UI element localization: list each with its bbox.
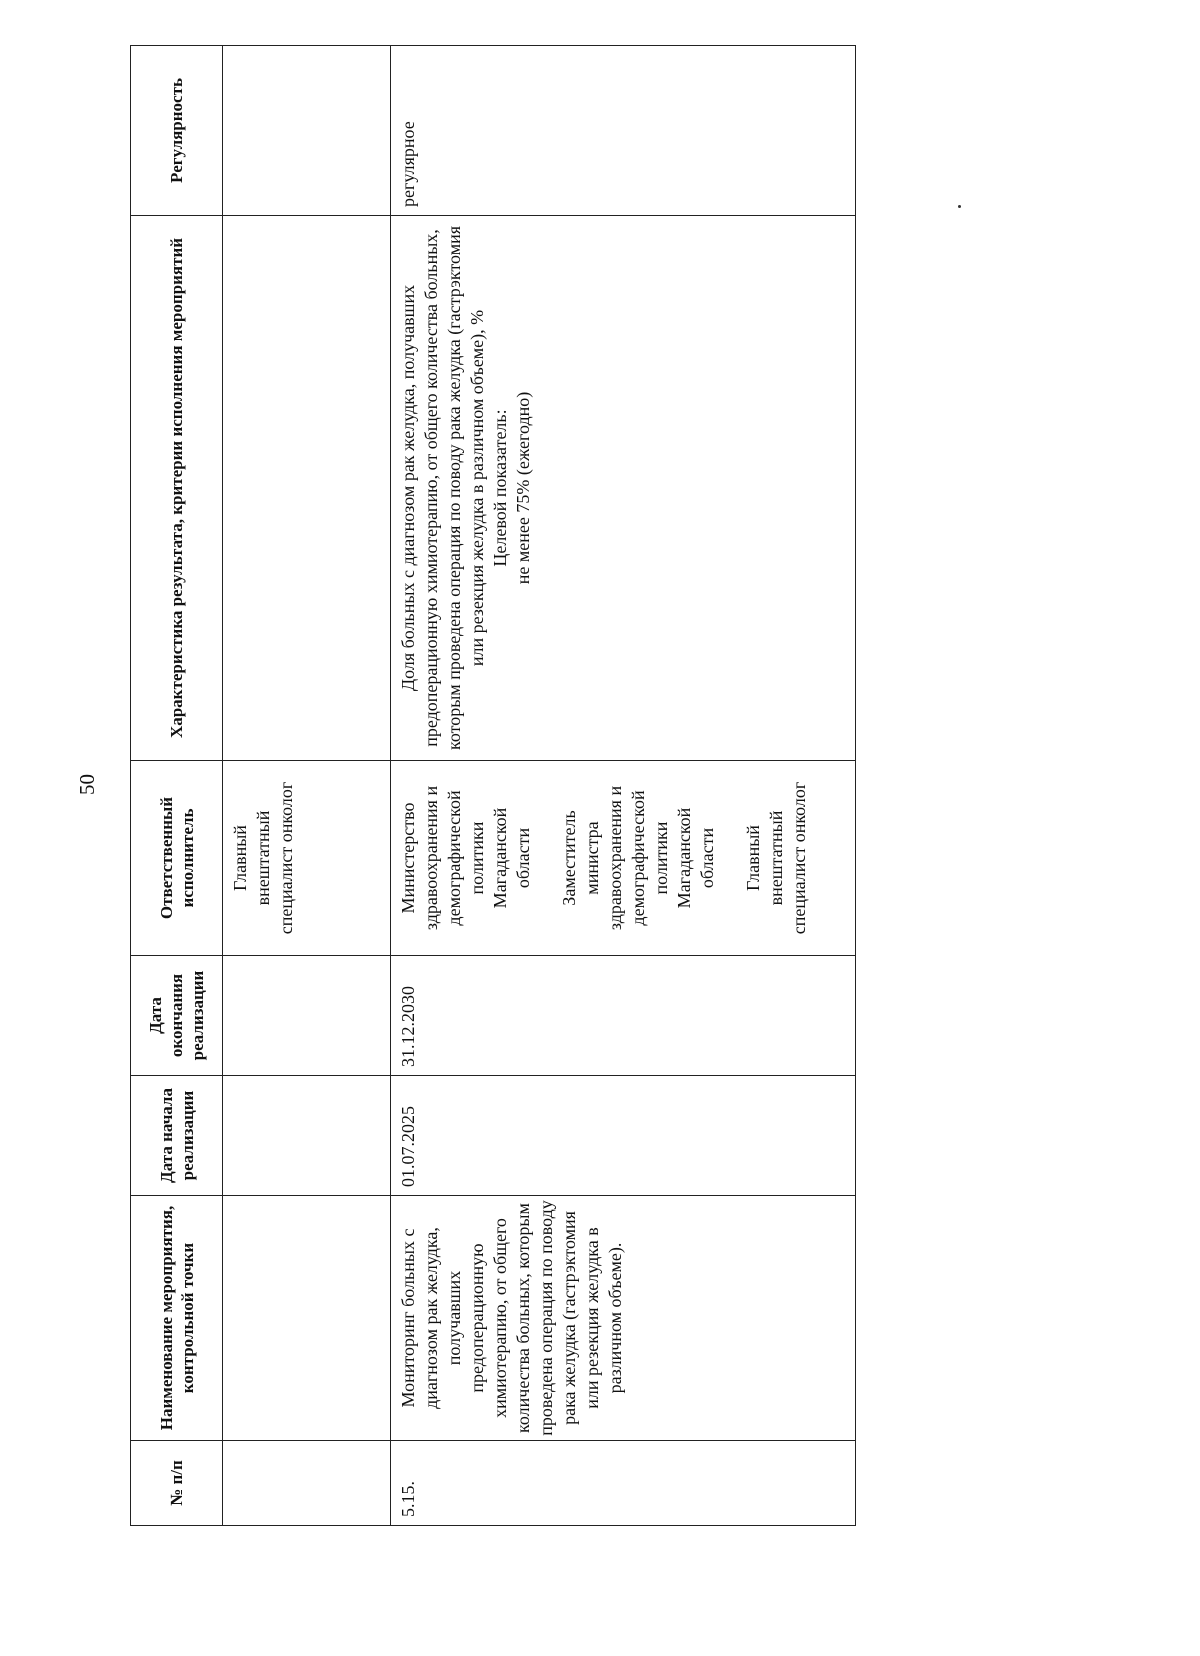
cell-row-num: 5.15. [391, 1441, 856, 1526]
cell-regularity: регулярное [391, 46, 856, 216]
cell-activity-name: Мониторинг больных с диагнозом рак желудка, получавших предоперационную химиотерапию, от общего количества больных, которым проведена операция по поводу рака желудка (гастрэктомия или резекция желудка в различном объеме). [391, 1196, 856, 1441]
cell-result [391, 216, 856, 761]
scan-speck [958, 205, 961, 208]
cell-continuation-responsible: Главный внештатный специалист онколог [223, 761, 391, 956]
table-header-row [131, 46, 223, 1526]
cell-empty [223, 1076, 391, 1196]
header-end-date: Дата окончания реализации [131, 956, 223, 1076]
activities-table [130, 45, 856, 1526]
cell-empty [223, 1441, 391, 1526]
header-responsible: Ответственный исполнитель [131, 761, 223, 956]
cell-empty [223, 216, 391, 761]
table-row-5-15 [391, 46, 856, 1526]
header-start-date: Дата начала реализации [131, 1076, 223, 1196]
cell-responsible [391, 761, 856, 956]
responsible-ministry: Министерство здравоохранения и демографической политики Магаданской области [398, 785, 533, 931]
page-number: 50 [75, 774, 99, 795]
header-result: Характеристика результата, критерии исполнения мероприятий [131, 216, 223, 761]
target-value: не менее 75% (ежегодно) [513, 391, 533, 585]
cell-empty [223, 1196, 391, 1441]
cell-start-date: 01.07.2025 [391, 1076, 856, 1196]
header-name: Наименование мероприятия, контрольной точки [131, 1196, 223, 1441]
target-label: Целевой показатель: [490, 409, 510, 567]
header-num: № п/п [131, 1441, 223, 1526]
table-row-continuation [223, 46, 391, 1526]
result-description: Доля больных с диагнозом рак желудка, получавших предоперационную химиотерапию, от общего количества больных, которым проведена операция по поводу рака желудка (гастрэктомия или резекция желудка в различном объеме), % [398, 226, 487, 751]
cell-empty [223, 956, 391, 1076]
responsible-deputy-minister: Заместитель министра здравоохранения и демографической политики Магаданской области [559, 785, 717, 931]
cell-end-date: 31.12.2030 [391, 956, 856, 1076]
cell-empty [223, 46, 391, 216]
rotated-table-container [130, 46, 855, 1526]
responsible-chief-oncologist: Главный внештатный специалист онколог [743, 781, 809, 935]
header-regularity: Регулярность [131, 46, 223, 216]
